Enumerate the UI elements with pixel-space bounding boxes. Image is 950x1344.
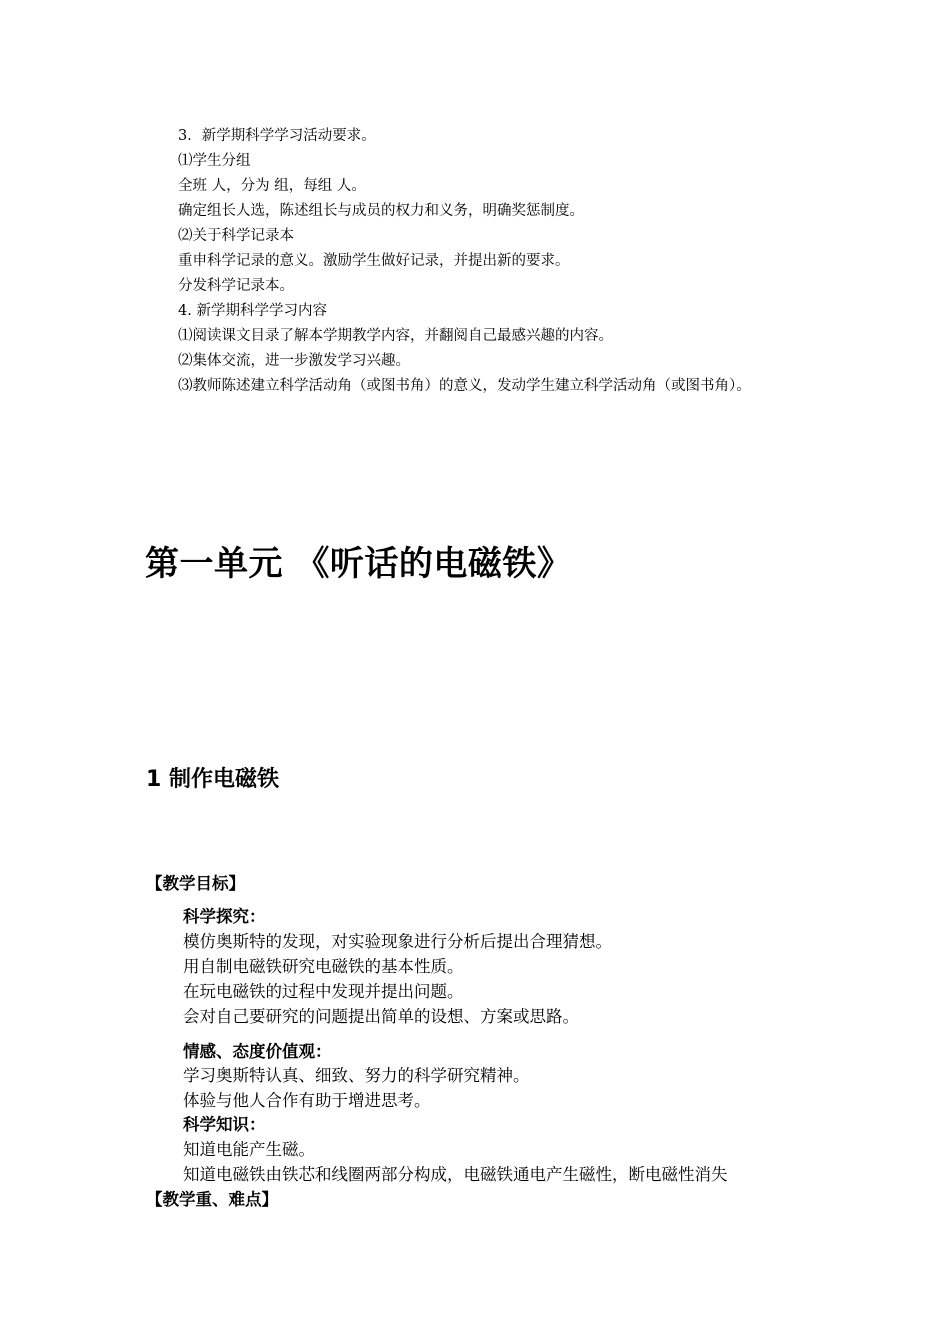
intro-line: ⑴阅读课文目录了解本学期教学内容，并翻阅自己最感兴趣的内容。	[178, 328, 613, 344]
list-item: 学习奥斯特认真、细致、努力的科学研究精神。	[183, 1066, 530, 1085]
attitude-heading: 情感、态度价值观：	[183, 1042, 332, 1061]
intro-line: 确定组长人选，陈述组长与成员的权力和义务，明确奖惩制度。	[178, 203, 584, 219]
list-item: 会对自己要研究的问题提出简单的设想、方案或思路。	[183, 1007, 579, 1026]
key-points-heading: 【教学重、难点】	[146, 1190, 278, 1209]
list-item: 用自制电磁铁研究电磁铁的基本性质。	[183, 957, 464, 976]
intro-line: ⑶教师陈述建立科学活动角（或图书角）的意义，发动学生建立科学活动角（或图书角）。	[178, 378, 751, 394]
lesson-title: 1 制作电磁铁	[146, 767, 279, 792]
list-item: 模仿奥斯特的发现，对实验现象进行分析后提出合理猜想。	[183, 932, 612, 951]
list-item: 体验与他人合作有助于增进思考。	[183, 1091, 431, 1110]
intro-line: 4. 新学期科学学习内容	[178, 303, 327, 319]
knowledge-heading: 科学知识：	[183, 1115, 266, 1134]
list-item: 知道电能产生磁。	[183, 1140, 315, 1159]
intro-line: ⑴学生分组	[178, 153, 251, 169]
intro-line: 全班 人，分为 组，每组 人。	[178, 178, 366, 194]
intro-line: 重申科学记录的意义。激励学生做好记录，并提出新的要求。	[178, 253, 570, 269]
list-item: 知道电磁铁由铁芯和线圈两部分构成，电磁铁通电产生磁性，断电磁性消失	[183, 1165, 728, 1184]
inquiry-heading: 科学探究：	[183, 907, 266, 926]
intro-line: ⑵集体交流，进一步激发学习兴趣。	[178, 353, 410, 369]
list-item: 在玩电磁铁的过程中发现并提出问题。	[183, 982, 464, 1001]
intro-line: ⑵关于科学记录本	[178, 228, 294, 244]
intro-line: 分发科学记录本。	[178, 278, 294, 294]
unit-title: 第一单元 《听话的电磁铁》	[145, 544, 572, 584]
intro-line: 3．新学期科学学习活动要求。	[178, 128, 376, 144]
objectives-heading: 【教学目标】	[146, 874, 245, 893]
